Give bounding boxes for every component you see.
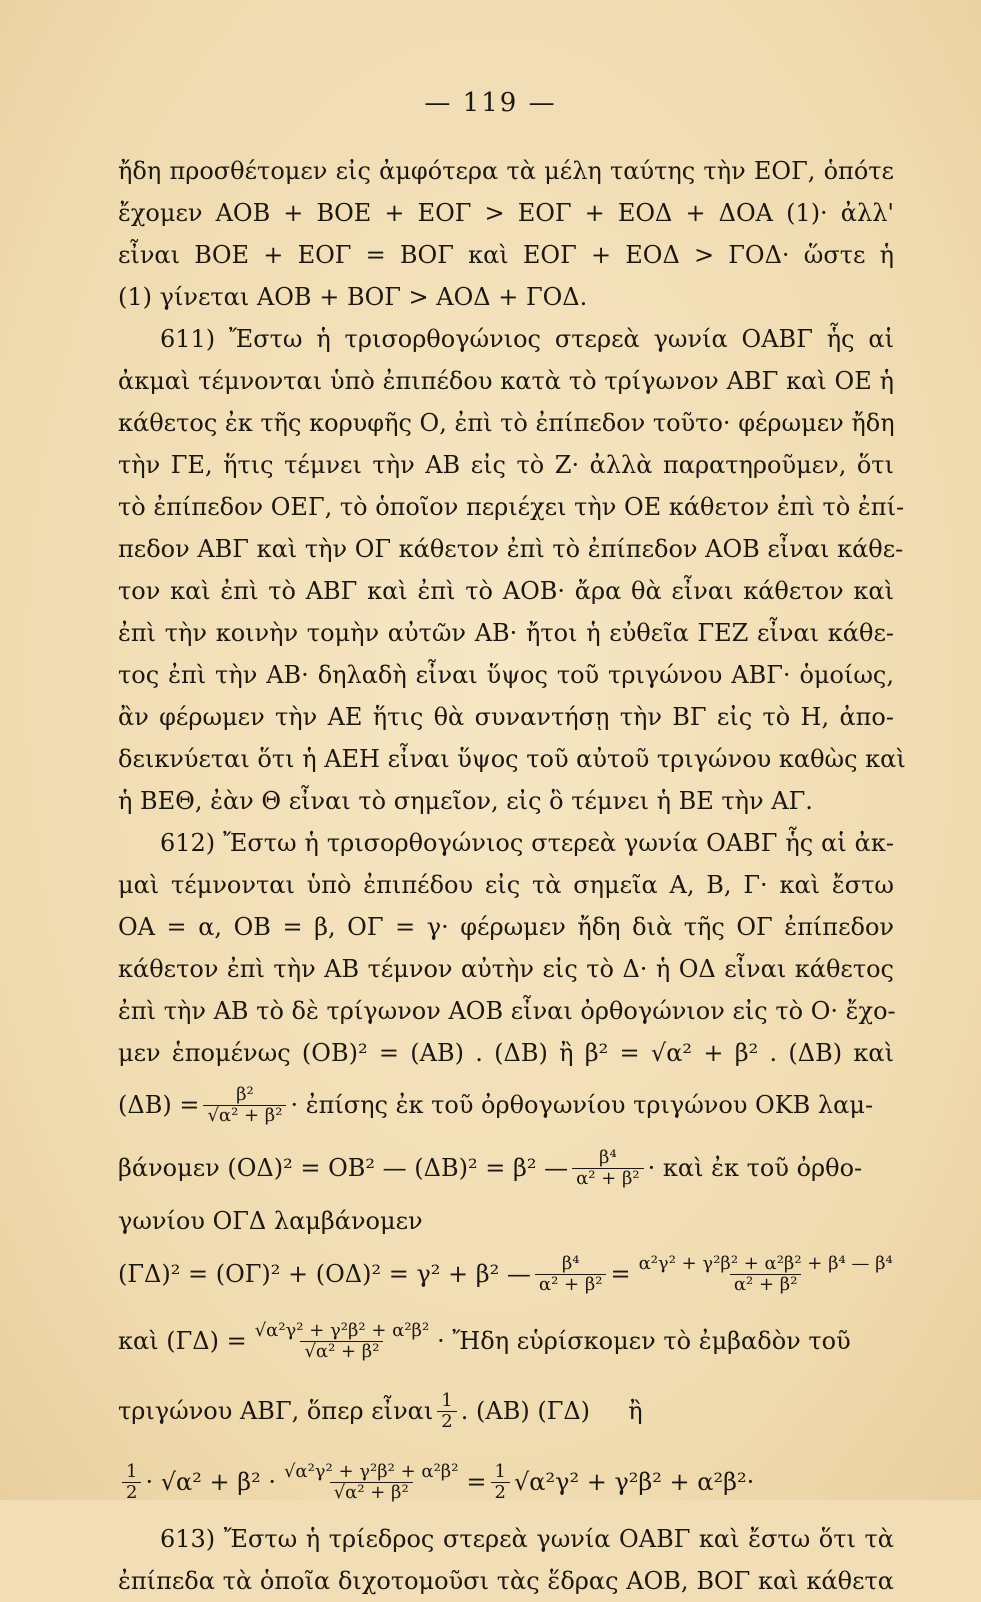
fraction: [122, 1462, 141, 1503]
equation-line: [118, 1446, 894, 1518]
eq-text: . (ΑΒ) (ΓΔ) ἢ: [460, 1397, 643, 1425]
text-line: ἀκμαὶ τέμνονται ὑπὸ ἐπιπέδου κατὰ τὸ τρίγωνον ΑΒΓ καὶ ΟΕ ἡ: [118, 367, 894, 395]
text-line: γωνίου ΟΓΔ λαμβάνομεν: [118, 1207, 423, 1235]
eq-text: καὶ (ΓΔ) =: [118, 1327, 247, 1355]
fraction-denominator: 2: [491, 1482, 510, 1503]
eq-text: βάνομεν (ΟΔ)² = ΟΒ² — (ΔΒ)² = β² —: [118, 1154, 569, 1182]
eq-text: · √α² + β² ·: [145, 1468, 276, 1496]
fraction: [572, 1148, 644, 1189]
page-number: — 119 —: [424, 88, 557, 118]
fraction-denominator: α² + β²: [572, 1168, 644, 1189]
fraction-denominator: 2: [122, 1482, 141, 1503]
fraction-numerator: β⁴: [561, 1252, 580, 1274]
text-line: 612) Ἔστω ἡ τρισορθογώνιος στερεὰ γωνία ΟΑΒΓ ἧς αἱ ἀκ-: [160, 829, 894, 857]
text-line: 611) Ἔστω ἡ τρισορθογώνιος στερεὰ γωνία ΟΑΒΓ ἧς αἱ: [160, 325, 894, 353]
fraction-numerator: 1: [441, 1389, 453, 1411]
text-line: ἤδη προσθέτομεν εἰς ἀμφότερα τὰ μέλη ταύτης τὴν ΕΟΓ, ὁπότε: [118, 157, 894, 185]
fraction-numerator: α²γ² + γ²β² + α²β² + β⁴ — β⁴: [638, 1252, 893, 1274]
equation-line: [118, 1242, 894, 1306]
fraction: [437, 1391, 456, 1432]
text-line: δεικνύεται ὅτι ἡ ΑΕΗ εἶναι ὕψος τοῦ αὐτοῦ τριγώνου καθὼς καὶ: [118, 745, 906, 773]
text-line: 613) Ἔστω ἡ τρίεδρος στερεὰ γωνία ΟΑΒΓ καὶ ἔστω ὅτι τὰ: [160, 1525, 894, 1553]
text-line: εἶναι ΒΟΕ + ΕΟΓ = ΒΟΓ καὶ ΕΟΓ + ΕΟΔ > ΓΟΔ· ὥστε ἡ: [118, 241, 894, 269]
text-line: ἐπὶ τὴν ΑΒ τὸ δὲ τρίγωνον ΑΟΒ εἶναι ὀρθογώνιον εἰς τὸ Ο· ἔχο-: [118, 997, 896, 1025]
eq-text: · ἐπίσης ἐκ τοῦ ὀρθογωνίου τριγώνου ΟΚΒ λαμ-: [290, 1091, 874, 1119]
text-line: μεν ἑπομένως (ΟΒ)² = (ΑΒ) . (ΔΒ) ἢ β² = √α² + β² . (ΔΒ) καὶ: [118, 1039, 894, 1067]
text-line: ἡ ΒΕΘ, ἐὰν Θ εἶναι τὸ σημεῖον, εἰς ὃ τέμνει ἡ ΒΕ τὴν ΑΓ.: [118, 787, 813, 815]
fraction-denominator: 2: [437, 1411, 456, 1432]
fraction-denominator: √α² + β²: [203, 1105, 286, 1126]
text-line: τον καὶ ἐπὶ τὸ ΑΒΓ καὶ ἐπὶ τὸ ΑΟΒ· ἄρα θὰ εἶναι κάθετον καὶ: [118, 577, 894, 605]
fraction-denominator: √α² + β²: [300, 1341, 383, 1362]
fraction: [491, 1462, 510, 1503]
eq-text: · καὶ ἐκ τοῦ ὀρθο-: [647, 1154, 863, 1182]
text-line: κάθετος ἐκ τῆς κορυφῆς Ο, ἐπὶ τὸ ἐπίπεδον τοῦτο· φέρωμεν ἤδη: [118, 409, 895, 437]
fraction: [635, 1254, 897, 1295]
text-line: ἐπὶ τὴν κοινὴν τομὴν αὐτῶν ΑΒ· ἤτοι ἡ εὐθεῖα ΓΕΖ εἶναι κάθε-: [118, 619, 894, 647]
equation-line: [118, 1074, 894, 1136]
fraction: [203, 1085, 286, 1126]
text-line: μαὶ τέμνονται ὑπὸ ἐπιπέδου εἰς τὰ σημεῖα Α, Β, Γ· καὶ ἔστω: [118, 871, 894, 899]
text-line: πεδον ΑΒΓ καὶ τὴν ΟΓ κάθετον ἐπὶ τὸ ἐπίπεδον ΑΟΒ εἶναι κάθε-: [118, 535, 904, 563]
fraction-numerator: β²: [236, 1083, 254, 1105]
text-line: (1) γίνεται ΑΟΒ + ΒΟΓ > ΑΟΔ + ΓΟΔ.: [118, 283, 588, 311]
text-line: κάθετον ἐπὶ τὴν ΑΒ τέμνον αὐτὴν εἰς τὸ Δ· ἡ ΟΔ εἶναι κάθετος: [118, 955, 894, 983]
fraction-numerator: β⁴: [599, 1146, 617, 1168]
fraction-denominator: α² + β²: [730, 1274, 802, 1295]
eq-text: √α²γ² + γ²β² + α²β²·: [513, 1468, 755, 1496]
fraction-denominator: √α² + β²: [330, 1482, 413, 1503]
eq-text: =: [610, 1260, 631, 1288]
equation-line: [118, 1306, 894, 1376]
eq-text: =: [466, 1468, 487, 1496]
text-line: τος ἐπὶ τὴν ΑΒ· δηλαδὴ εἶναι ὕψος τοῦ τριγώνου ΑΒΓ· ὁμοίως,: [118, 661, 894, 689]
page-body: [118, 150, 906, 1602]
eq-text: · Ἤδη εὑρίσκομεν τὸ ἐμβαδὸν τοῦ: [437, 1327, 851, 1355]
text-line: ἐπίπεδα τὰ ὁποῖα διχοτομοῦσι τὰς ἕδρας ΑΟΒ, ΒΟΓ καὶ κάθετα: [118, 1567, 894, 1595]
fraction: [280, 1462, 462, 1503]
equation-line: [118, 1376, 894, 1446]
eq-text: (ΔΒ) =: [118, 1091, 200, 1119]
fraction: [251, 1321, 433, 1362]
text-line: ἂν φέρωμεν τὴν ΑΕ ἥτις θὰ συναντήσῃ τὴν ΒΓ εἰς τὸ Η, ἀπο-: [118, 703, 894, 731]
fraction-numerator: 1: [126, 1460, 138, 1482]
text-line: τὸ ἐπίπεδον ΟΕΓ, τὸ ὁποῖον περιέχει τὴν ΟΕ κάθετον ἐπὶ τὸ ἐπί-: [118, 493, 905, 521]
fraction-numerator: √α²γ² + γ²β² + α²β²: [254, 1319, 430, 1341]
text-line: τὴν ΓΕ, ἥτις τέμνει τὴν ΑΒ εἰς τὸ Ζ· ἀλλὰ παρατηροῦμεν, ὅτι: [118, 451, 894, 479]
equation-line: [118, 1136, 894, 1200]
eq-text: (ΓΔ)² = (ΟΓ)² + (ΟΔ)² = γ² + β² —: [118, 1260, 531, 1288]
fraction-numerator: 1: [494, 1460, 506, 1482]
text-line: ΟΑ = α, ΟΒ = β, ΟΓ = γ· φέρωμεν ἤδη διὰ τῆς ΟΓ ἐπίπεδον: [118, 913, 894, 941]
text-line: ἔχομεν ΑΟΒ + ΒΟΕ + ΕΟΓ > ΕΟΓ + ΕΟΔ + ΔΟΑ (1)· ἀλλ': [118, 199, 894, 227]
fraction-numerator: √α²γ² + γ²β² + α²β²: [283, 1460, 459, 1482]
fraction: [535, 1254, 607, 1295]
fraction-denominator: α² + β²: [535, 1274, 607, 1295]
eq-text: τριγώνου ΑΒΓ, ὅπερ εἶναι: [118, 1397, 434, 1425]
